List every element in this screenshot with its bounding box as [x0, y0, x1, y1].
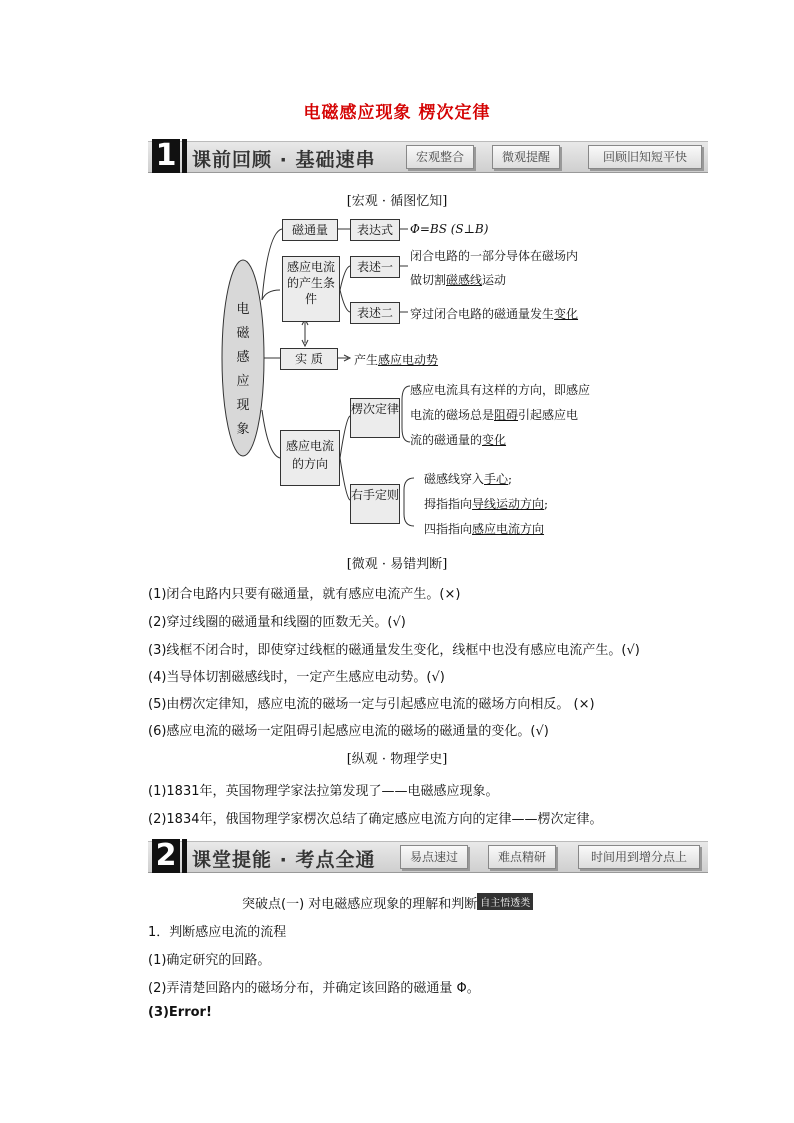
section-title: 课前回顾 · 基础速串	[192, 149, 376, 171]
statement-two-box: 表述二	[350, 302, 400, 324]
expression-box: 表达式	[350, 219, 400, 241]
judgment-2: (2)穿过线圈的磁通量和线圈的匝数无关。(√)	[148, 615, 406, 630]
right-hand-rule-box: 右手定则	[350, 484, 400, 524]
judgment-6: (6)感应电流的磁场一定阻碍引起感应电流的磁场的磁通量的变化。(√)	[148, 724, 549, 739]
lenz-line-3: 流的磁通量的变化	[410, 433, 507, 447]
page-title: 电磁感应现象 楞次定律	[303, 103, 491, 123]
step-1: (1)确定研究的回路。	[148, 953, 271, 968]
history-1: (1)1831年，英国物理学家法拉第发现了——电磁感应现象。	[148, 784, 499, 799]
lenz-line-1: 感应电流具有这样的方向，即感应	[410, 383, 591, 397]
section-number: 2	[152, 839, 180, 873]
right-hand-line-2: 拇指指向导线运动方向;	[424, 497, 549, 511]
subheading-micro: [微观 · 易错判断]	[346, 557, 448, 572]
subheading-history: [纵观 · 物理学史]	[346, 752, 448, 767]
condition-box: 感应电流的产生条件	[282, 256, 340, 322]
judgment-3: (3)线框不闭合时，即使穿过线框的磁通量发生变化，线框中也没有感应电流产生。(√)	[148, 643, 640, 658]
category-tag: 自主悟透类	[477, 893, 533, 910]
lenz-line-2: 电流的磁场总是阻碍引起感应电	[410, 408, 579, 422]
right-hand-line-1: 磁感线穿入手心;	[424, 472, 513, 486]
section-number: 1	[152, 139, 180, 173]
statement-one-box: 表述一	[350, 256, 400, 278]
macro-button[interactable]: 宏观整合	[406, 145, 474, 169]
history-2: (2)1834年，俄国物理学家楞次总结了确定感应电流方向的定律——楞次定律。	[148, 812, 603, 827]
breakthrough-heading	[242, 893, 533, 912]
breakthrough-title: 突破点(一) 对电磁感应现象的理解和判断	[242, 897, 478, 912]
root-label: 电磁感应现象	[236, 302, 250, 437]
micro-button[interactable]: 微观提醒	[492, 145, 560, 169]
step-heading: 1．判断感应电流的流程	[148, 925, 287, 940]
statement-one-line1: 闭合电路的一部分导体在磁场内	[410, 249, 579, 263]
statement-one-line2: 做切割磁感线运动	[410, 273, 507, 287]
judgment-5: (5)由楞次定律知，感应电流的磁场一定与引起感应电流的磁场方向相反。 (×)	[148, 697, 595, 712]
section-banner-2	[148, 838, 708, 873]
essence-text: 产生感应电动势	[354, 353, 439, 367]
subheading-macro: [宏观 · 循图忆知]	[346, 194, 448, 209]
step-2: (2)弄清楚回路内的磁场分布，并确定该回路的磁通量 Φ。	[148, 981, 480, 996]
lenz-law-box: 楞次定律	[350, 398, 400, 438]
judgment-4: (4)当导体切割磁感线时，一定产生感应电动势。(√)	[148, 670, 445, 685]
judgment-1: (1)闭合电路内只要有磁通量，就有感应电流产生。(×)	[148, 587, 461, 602]
easy-points-button[interactable]: 易点速过	[400, 845, 468, 869]
step-3: (3)Error!	[148, 1005, 212, 1020]
statement-two-text: 穿过闭合电路的磁通量发生变化	[410, 307, 579, 321]
flux-box: 磁通量	[282, 219, 338, 241]
review-button[interactable]: 回顾旧知短平快	[588, 145, 702, 169]
score-points-button[interactable]: 时间用到增分点上	[578, 845, 700, 869]
section-title: 课堂提能 · 考点全通	[192, 849, 376, 871]
diagram-connectors	[0, 0, 794, 560]
concept-diagram	[0, 0, 794, 560]
expression-text: Φ=BS (S⊥B)	[410, 222, 489, 236]
direction-box: 感应电流的方向	[280, 430, 340, 486]
essence-box: 实 质	[280, 348, 338, 370]
right-hand-line-3: 四指指向感应电流方向	[424, 522, 545, 536]
hard-points-button[interactable]: 难点精研	[488, 845, 556, 869]
